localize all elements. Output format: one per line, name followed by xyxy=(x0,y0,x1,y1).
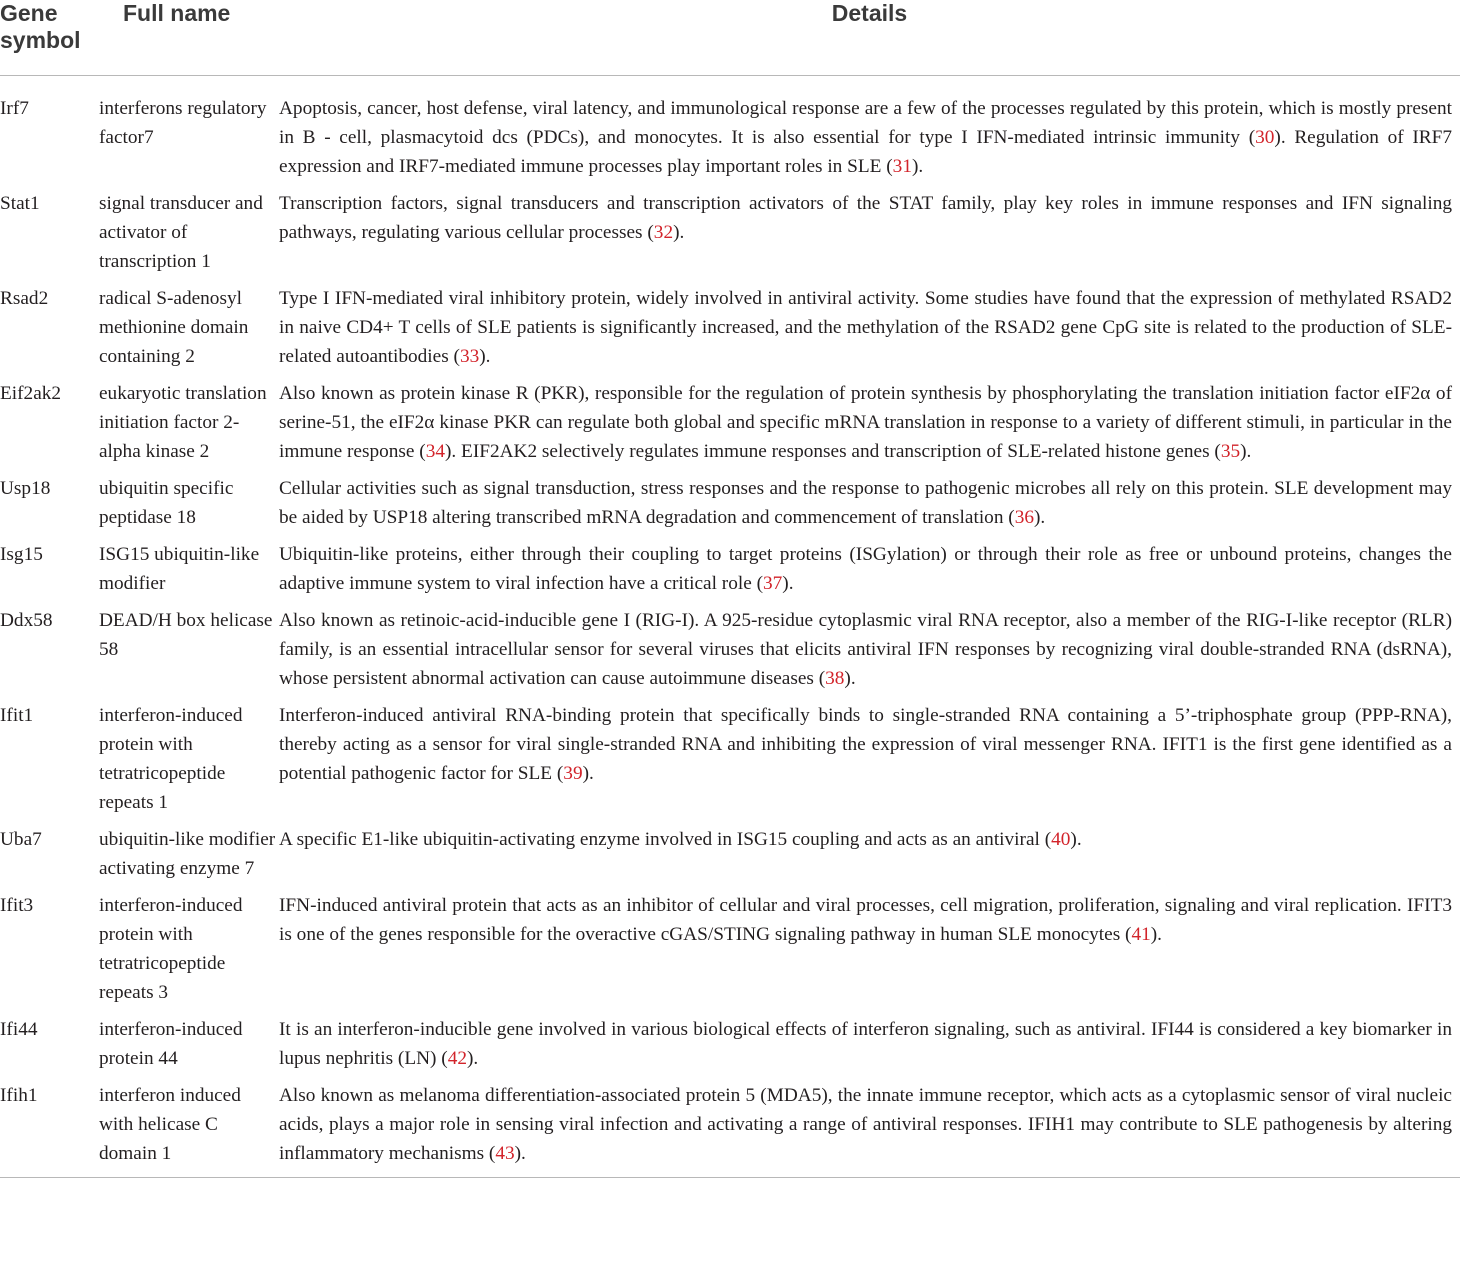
reference-link[interactable]: 40 xyxy=(1051,829,1071,850)
full-name-cell: interferon induced with helicase C domain 1 xyxy=(99,1081,279,1178)
details-text: Type I IFN-mediated viral inhibitory protein, widely involved in antiviral activity. Some studies have found that the expression of methylated RSAD2 in naive CD4+ T cells of SLE patients is significantly increased, and the methylation of the RSAD2 gene CpG site is related to the production of SLE-related autoantibodies ( xyxy=(279,288,1452,367)
full-name-cell: ubiquitin-like modifier activating enzyme 7 xyxy=(99,829,276,879)
reference-link[interactable]: 37 xyxy=(763,573,783,594)
full-name-cell: eukaryotic translation initiation factor 2-alpha kinase 2 xyxy=(99,383,267,462)
gene-symbol-cell: Uba7 xyxy=(0,829,42,850)
details-text: Ubiquitin-like proteins, either through their coupling to target proteins (ISGylation) or through their role as free or unbound proteins, changes the adaptive immune system to viral infection have a critical role ( xyxy=(279,544,1452,594)
details-text: ). xyxy=(673,222,685,243)
full-name-cell: interferon-induced protein with tetratricopeptide repeats 3 xyxy=(99,895,243,1003)
details-text: ). xyxy=(1070,829,1082,850)
gene-symbol-cell: Ifi44 xyxy=(0,1019,38,1040)
details-text: ). xyxy=(1033,507,1046,528)
details-text: IFN-induced antiviral protein that acts as an inhibitor of cellular and viral processes, cell migration, proliferation, signaling and viral replication. IFIT3 is one of the genes responsible for the overactive cGAS/STING signaling pathway in human SLE monocytes ( xyxy=(279,895,1452,945)
gene-symbol-cell: Ddx58 xyxy=(0,610,53,631)
table-row xyxy=(0,540,1460,606)
gene-symbol-cell: Rsad2 xyxy=(0,288,49,309)
details-text: ). xyxy=(1240,441,1252,462)
reference-link[interactable]: 39 xyxy=(563,763,583,784)
reference-link[interactable]: 35 xyxy=(1220,441,1241,462)
full-name-cell: interferons regulatory factor7 xyxy=(99,98,267,148)
gene-symbol-cell: Eif2ak2 xyxy=(0,383,62,404)
full-name-cell: interferon-induced protein 44 xyxy=(99,1019,243,1069)
details-cell xyxy=(279,825,1460,891)
table-row xyxy=(0,825,1460,891)
gene-symbol-cell: Stat1 xyxy=(0,193,40,214)
header-gene-symbol: Gene symbol xyxy=(0,0,99,76)
table-header-row xyxy=(0,0,1460,76)
table-row xyxy=(0,891,1460,1015)
details-text: ). Regulation of IRF7 expression and IRF7-mediated immune processes play important roles in SLE ( xyxy=(279,127,1452,177)
gene-symbol-cell: Usp18 xyxy=(0,478,51,499)
details-cell xyxy=(279,474,1460,540)
table-row xyxy=(0,76,1460,190)
details-cell xyxy=(279,606,1460,701)
table-row xyxy=(0,1015,1460,1081)
details-text: ). xyxy=(582,763,594,784)
reference-link[interactable]: 34 xyxy=(425,441,445,462)
details-text: Interferon-induced antiviral RNA-binding protein that specifically binds to single-stranded RNA containing a 5’-triphosphate group (PPP-RNA), thereby acting as a sensor for viral single-stranded RNA and inhibiting the expression of viral messenger RNA. IFIT1 is the first gene identified as a potential pathogenic factor for SLE ( xyxy=(279,705,1452,784)
details-text: Transcription factors, signal transducers and transcription activators of the STAT family, play key roles in immune responses and IFN signaling pathways, regulating various cellular processes ( xyxy=(279,193,1452,243)
details-text: ). xyxy=(514,1143,526,1164)
reference-link[interactable]: 43 xyxy=(495,1143,515,1164)
full-name-cell: interferon-induced protein with tetratricopeptide repeats 1 xyxy=(99,705,243,813)
details-cell xyxy=(279,284,1460,379)
gene-symbol-cell: Irf7 xyxy=(0,98,29,119)
full-name-cell: DEAD/H box helicase 58 xyxy=(99,610,273,660)
details-cell xyxy=(279,701,1460,825)
reference-link[interactable]: 32 xyxy=(653,222,674,243)
details-text: ). xyxy=(479,346,491,367)
details-cell xyxy=(279,76,1460,190)
details-text: ). xyxy=(844,668,856,689)
details-text: ). xyxy=(782,573,794,594)
details-text: ). xyxy=(1150,924,1163,945)
full-name-cell: signal transducer and activator of transcription 1 xyxy=(99,193,263,272)
header-details: Details xyxy=(279,0,1460,76)
full-name-cell: ISG15 ubiquitin-like modifier xyxy=(99,544,260,594)
gene-symbol-cell: Ifih1 xyxy=(0,1081,99,1178)
details-cell xyxy=(279,189,1460,284)
reference-link[interactable]: 33 xyxy=(459,346,480,367)
details-text: Cellular activities such as signal transduction, stress responses and the response to pathogenic microbes all rely on this protein. SLE development may be aided by USP18 altering transcribed mRNA degradation and commencement of translation ( xyxy=(279,478,1452,528)
details-cell xyxy=(279,1081,1460,1178)
details-cell xyxy=(279,891,1460,1015)
details-text: Also known as protein kinase R (PKR), responsible for the regulation of protein synthesis by phosphorylating the translation initiation factor eIF2α of serine-51, the eIF2α kinase PKR can regulate both global and specific mRNA translation in response to a variety of different stimuli, in particular in the immune response ( xyxy=(279,383,1452,462)
reference-link[interactable]: 30 xyxy=(1255,127,1275,148)
table-row xyxy=(0,701,1460,825)
details-text: A specific E1-like ubiquitin-activating enzyme involved in ISG15 coupling and acts as an antiviral ( xyxy=(279,829,1052,850)
reference-link[interactable]: 31 xyxy=(892,156,912,177)
details-text: Also known as retinoic-acid-inducible gene I (RIG-I). A 925-residue cytoplasmic viral RNA receptor, also a member of the RIG-I-like receptor (RLR) family, is an essential intracellular sensor for several viruses that elicits antiviral IFN responses by recognizing viral double-stranded RNA (dsRNA), whose persistent abnormal activation can cause autoimmune diseases ( xyxy=(279,610,1452,689)
table-row xyxy=(0,284,1460,379)
full-name-cell: ubiquitin specific peptidase 18 xyxy=(99,478,234,528)
details-text: Also known as melanoma differentiation-associated protein 5 (MDA5), the innate immune receptor, which acts as a cytoplasmic sensor of viral nucleic acids, plays a major role in sensing viral infection and activating a range of antiviral responses. IFIH1 may contribute to SLE pathogenesis by altering inflammatory mechanisms ( xyxy=(279,1085,1452,1164)
table-row xyxy=(0,189,1460,284)
table-body xyxy=(0,76,1460,1178)
reference-link[interactable]: 41 xyxy=(1131,924,1151,945)
details-text: ). xyxy=(466,1048,479,1069)
details-cell xyxy=(279,540,1460,606)
table-row xyxy=(0,1081,1460,1178)
details-cell xyxy=(279,379,1460,474)
details-text: It is an interferon-inducible gene involved in various biological effects of interferon signaling, such as antiviral. IFI44 is considered a key biomarker in lupus nephritis (LN) ( xyxy=(279,1019,1452,1069)
details-text: Apoptosis, cancer, host defense, viral latency, and immunological response are a few of the processes regulated by this protein, which is mostly present in B - cell, plasmacytoid dcs (PDCs), and monocytes. It is also essential for type I IFN-mediated intrinsic immunity ( xyxy=(279,98,1452,148)
reference-link[interactable]: 42 xyxy=(447,1048,467,1069)
gene-symbol-cell: Isg15 xyxy=(0,544,43,565)
table-row xyxy=(0,474,1460,540)
table-row xyxy=(0,379,1460,474)
gene-symbol-cell: Ifit3 xyxy=(0,895,34,916)
gene-symbol-cell: Ifit1 xyxy=(0,705,34,726)
full-name-cell: radical S-adenosyl methionine domain containing 2 xyxy=(99,288,249,367)
details-cell xyxy=(279,1015,1460,1081)
details-text: ). EIF2AK2 selectively regulates immune responses and transcription of SLE-related histone genes ( xyxy=(445,441,1221,462)
reference-link[interactable]: 38 xyxy=(825,668,845,689)
reference-link[interactable]: 36 xyxy=(1014,507,1034,528)
header-full-name: Full name xyxy=(99,0,279,76)
details-text: ). xyxy=(911,156,924,177)
table-row xyxy=(0,606,1460,701)
